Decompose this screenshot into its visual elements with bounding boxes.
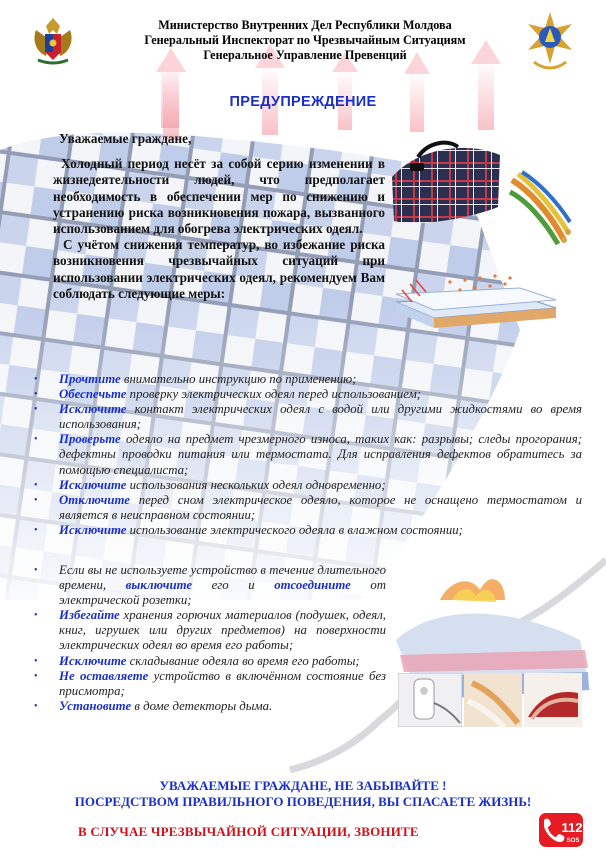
- list-item: • Если вы не используете устройство в течение длительного времени, выключите его и отсоедините от электрической розетки;: [34, 563, 387, 608]
- list-item: • Исключите контакт электрических одеял с водой или другими жидкостями во время использования;: [34, 402, 582, 432]
- intro-paragraph-2: С учётом снижения температур, во избежание риска возникновения чрезвычайных ситуаций при использовании электрических одеял, рекомендуем Вам соблюдать следующие меры:: [53, 237, 385, 301]
- list-item: • Проверьте одеяло на предмет чрезмерного износа, таких как: разрывы; следы прогорания; дефектны проводки питания или термостата. Для исправления дефектов обратитесь за помощью специалиста;: [34, 432, 582, 477]
- badge-sos: SOS: [566, 838, 580, 844]
- bullet-icon: •: [34, 670, 38, 682]
- badge-number: 112: [561, 820, 583, 835]
- folded-blanket-photo: [524, 673, 582, 727]
- page-title: ПРЕДУПРЕЖДЕНИЕ: [229, 94, 377, 110]
- list-item: • Отключите перед сном электрическое одеяло, которое не оснащено термостатом и является в неисправном состоянии;: [34, 492, 582, 522]
- footer-line-1: УВАЖАЕМЫЕ ГРАЖДАНЕ, НЕ ЗАБЫВАЙТЕ !: [159, 778, 447, 793]
- list-item: • Исключите использования нескольких одеял одновременно;: [34, 477, 386, 492]
- footer-call-text: В СЛУЧАЕ ЧРЕЗВЫЧАЙНОЙ СИТУАЦИИ, ЗВОНИТЕ: [78, 824, 419, 839]
- list-item: • Избегайте хранения горючих материалов (подушек, одеял, книг, игрушек или других предметов) на поверхности электрических одеял во время его работы;: [34, 608, 386, 653]
- measures-list-2: [34, 563, 386, 714]
- moldova-coat-of-arms-icon: [30, 12, 76, 68]
- blanket-corner-photo: [464, 673, 522, 727]
- measures-list: [34, 372, 582, 538]
- phone-112-badge-icon: [538, 812, 584, 848]
- emergency-service-emblem-icon: [524, 10, 576, 72]
- bullet-icon: •: [34, 655, 38, 667]
- bullet-icon: •: [34, 494, 38, 506]
- list-item: • Обеспечьте проверку электрических одеял перед использованием;: [34, 387, 422, 402]
- bullet-icon: •: [34, 610, 38, 622]
- bullet-icon: •: [34, 389, 38, 401]
- list-item: • Исключите складывание одеяла во время его работы;: [34, 653, 360, 668]
- header-ministry: Министерство Внутренних Дел Республики Молдова: [158, 18, 452, 32]
- list-item: • Прочтите внимательно инструкцию по применению;: [34, 372, 357, 386]
- list-item: • Исключите использование электрического одеяла в влажном состоянии;: [34, 522, 463, 537]
- bullet-icon: •: [34, 404, 38, 416]
- heated-blanket-photo: [388, 137, 503, 229]
- bullet-icon: •: [34, 374, 38, 385]
- intro-text: [53, 131, 385, 302]
- bullet-icon: •: [34, 565, 38, 576]
- header-department: Генеральное Управление Превенций: [203, 48, 407, 62]
- bullet-icon: •: [34, 700, 38, 712]
- footer-line-2: ПОСРЕДСТВОМ ПРАВИЛЬНОГО ПОВЕДЕНИЯ, ВЫ СПАСАЕТЕ ЖИЗНЬ!: [74, 794, 532, 809]
- footer-reminder: [0, 778, 606, 810]
- bullet-icon: •: [34, 479, 38, 491]
- electric-wires-photo: [508, 170, 572, 246]
- header-inspectorate: Генеральный Инспекторат по Чрезвычайным Ситуациям: [144, 33, 466, 47]
- intro-paragraph-1: Холодный период несёт за собой серию изменении в жизнедеятельности людей, что предполагает необходимость в обеспечении мер по снижению и устранению риска возникновения пожара, вызванного использованием для обогрева электрических одеял.: [53, 156, 385, 237]
- list-item: • Не оставляете устройство в включённом состояние без присмотра;: [34, 668, 386, 698]
- bullet-icon: •: [34, 434, 38, 446]
- bullet-icon: •: [34, 524, 38, 536]
- list-item: • Установите в доме детекторы дыма.: [34, 698, 273, 713]
- header: [80, 18, 530, 63]
- greeting: Уважаемые граждане,: [59, 131, 192, 146]
- blanket-layers-diagram: [390, 262, 562, 332]
- controller-photo: [398, 673, 462, 727]
